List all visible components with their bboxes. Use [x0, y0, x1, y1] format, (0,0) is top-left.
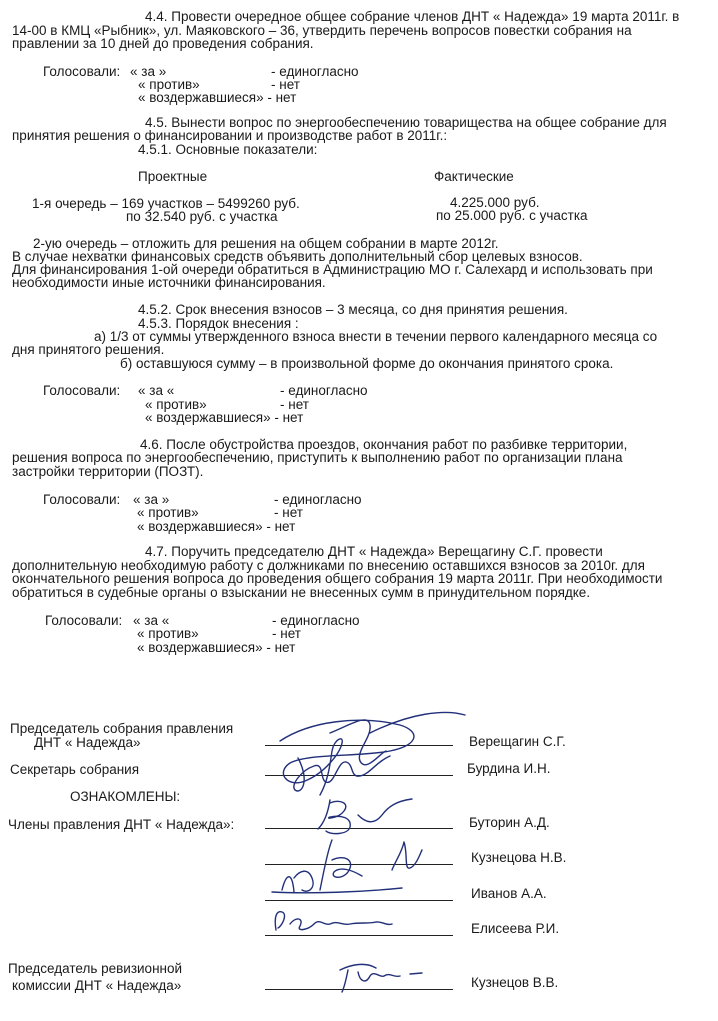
- audit-title-1: Председатель ревизионной: [8, 961, 183, 976]
- secretary-signature-icon: [290, 740, 400, 800]
- chair-name: Верещагин С.Г.: [469, 734, 566, 749]
- s44-line-1: 4.4. Провести очередное общее собрание членов ДНТ « Надежда» 19 марта 2011г. в: [145, 9, 680, 24]
- s46-line-1: 4.6. После обустройства проездов, окончания работ по разбивке территории,: [140, 437, 628, 452]
- s47-vote-against-result: - нет: [272, 626, 301, 641]
- s46-vote-for: « за »: [133, 492, 170, 507]
- s45-vote-label: Голосовали:: [43, 383, 121, 398]
- member-3-name: Иванов А.А.: [471, 886, 547, 901]
- s45-line-2: принятия решения о финансировании и производстве работ в 2011г.:: [12, 128, 448, 143]
- member-4-name: Елисеева Р.И.: [471, 921, 560, 936]
- s47-line-3: окончательного решения вопроса до проведения общего собрания 19 марта 2011г. При необходимости: [12, 571, 663, 586]
- s46-vote-for-result: - единогласно: [274, 492, 362, 507]
- s45-sub1: 4.5.1. Основные показатели:: [138, 142, 318, 157]
- audit-signature-icon: [336, 958, 426, 998]
- s47-line-4: обратиться в судебные органы о взыскании не внесенных сумм в принудительном порядке.: [12, 585, 591, 600]
- secretary-name: Бурдина И.Н.: [467, 761, 551, 776]
- s45-line-1: 4.5. Вынести вопрос по энергообеспечению товарищества на общее собрание для: [145, 115, 667, 130]
- audit-title-2: комиссии ДНТ « Надежда»: [12, 978, 182, 993]
- s45-item-a-1: а) 1/3 от суммы утвержденного взноса внести в течении первого календарного месяца со: [94, 329, 658, 344]
- s45-queue2: 2-ую очередь – отложить для решения на общем собрании в марте 2012г.: [33, 236, 499, 251]
- s45-queue1: 1-я очередь – 169 участков – 5499260 руб.: [32, 196, 300, 211]
- s45-item-a-2: дня принятого решения.: [12, 342, 165, 357]
- s46-vote-abstain: « воздержавшиеся» - нет: [137, 519, 296, 534]
- s45-actual-per-plot: по 25.000 руб. с участка: [436, 208, 588, 223]
- s45-vote-abstain: « воздержавшиеся» - нет: [145, 410, 304, 425]
- s44-vote-against-result: - нет: [271, 77, 300, 92]
- s47-line-2: дополнительную необходимую работу с должниками по внесению оставшихся взносов за 2010г. для: [12, 558, 645, 573]
- s47-vote-for-result: - единогласно: [272, 613, 360, 628]
- s45-financing-1: Для финансирования 1-ой очереди обратиться в Администрацию МО г. Салехард и использовать при: [12, 262, 653, 277]
- s47-vote-label: Голосовали:: [45, 613, 123, 628]
- s45-sub2: 4.5.2. Срок внесения взносов – 3 месяца, со дня принятия решения.: [138, 302, 568, 317]
- s47-line-1: 4.7. Поручить председателю ДНТ « Надежда» Верещагину С.Г. провести: [145, 544, 603, 559]
- s46-vote-against: « против»: [137, 505, 199, 520]
- s45-col-planned: Проектные: [138, 169, 208, 184]
- secretary-title: Секретарь собрания: [10, 762, 140, 777]
- chair-title-2: ДНТ « Надежда»: [34, 735, 141, 750]
- s45-vote-for-result: - единогласно: [280, 383, 368, 398]
- s45-actual-total: 4.225.000 руб.: [450, 195, 540, 210]
- s46-vote-label: Голосовали:: [43, 492, 121, 507]
- s46-line-3: застройки территории (ПОЗТ).: [12, 464, 204, 479]
- member-4-signature-icon: [268, 904, 398, 939]
- s47-vote-for: « за «: [133, 613, 170, 628]
- s45-col-actual: Фактические: [434, 169, 514, 184]
- s45-vote-against: « против»: [145, 397, 207, 412]
- s44-vote-for: « за »: [130, 64, 167, 79]
- audit-name: Кузнецов В.В.: [471, 975, 559, 990]
- s44-vote-abstain: « воздержавшиеся» - нет: [138, 90, 297, 105]
- s45-vote-against-result: - нет: [280, 397, 309, 412]
- s46-vote-against-result: - нет: [274, 505, 303, 520]
- s44-line-3: правлении за 10 дней до проведения собрания.: [12, 36, 314, 51]
- s46-line-2: решения вопроса по энергообеспечению, приступить к выполнению работ по организации плана: [12, 450, 623, 465]
- member-1-name: Буторин А.Д.: [469, 815, 550, 830]
- s47-vote-against: « против»: [137, 626, 199, 641]
- s44-line-2: 14-00 в КМЦ «Рыбник», ул. Маяковского – 36, утвердить перечень вопросов повестки собрания на: [12, 23, 632, 38]
- s45-shortage: В случае нехватки финансовых средств объявить дополнительный сбор целевых взносов.: [12, 249, 583, 264]
- s45-item-b: б) оставшуюся сумму – в произвольной форме до окончания принятого срока.: [120, 356, 614, 371]
- s45-sub3: 4.5.3. Порядок внесения :: [138, 316, 299, 331]
- s44-vote-for-result: - единогласно: [271, 64, 359, 79]
- member-2-name: Кузнецова Н.В.: [471, 850, 567, 865]
- member-3-signature-icon: [272, 830, 452, 905]
- acknowledged-heading: ОЗНАКОМЛЕНЫ:: [70, 789, 181, 804]
- s44-vote-against: « против»: [138, 77, 200, 92]
- s44-vote-label: Голосовали:: [43, 64, 121, 79]
- s47-vote-abstain: « воздержавшиеся» - нет: [137, 640, 296, 655]
- s45-vote-for: « за «: [138, 383, 175, 398]
- chair-title-1: Председатель собрания правления: [10, 721, 234, 736]
- board-title: Члены правления ДНТ « Надежда»:: [8, 817, 235, 832]
- s45-financing-2: необходимости иные источники финансирования.: [12, 275, 326, 290]
- s45-planned-per-plot: по 32.540 руб. с участка: [126, 209, 278, 224]
